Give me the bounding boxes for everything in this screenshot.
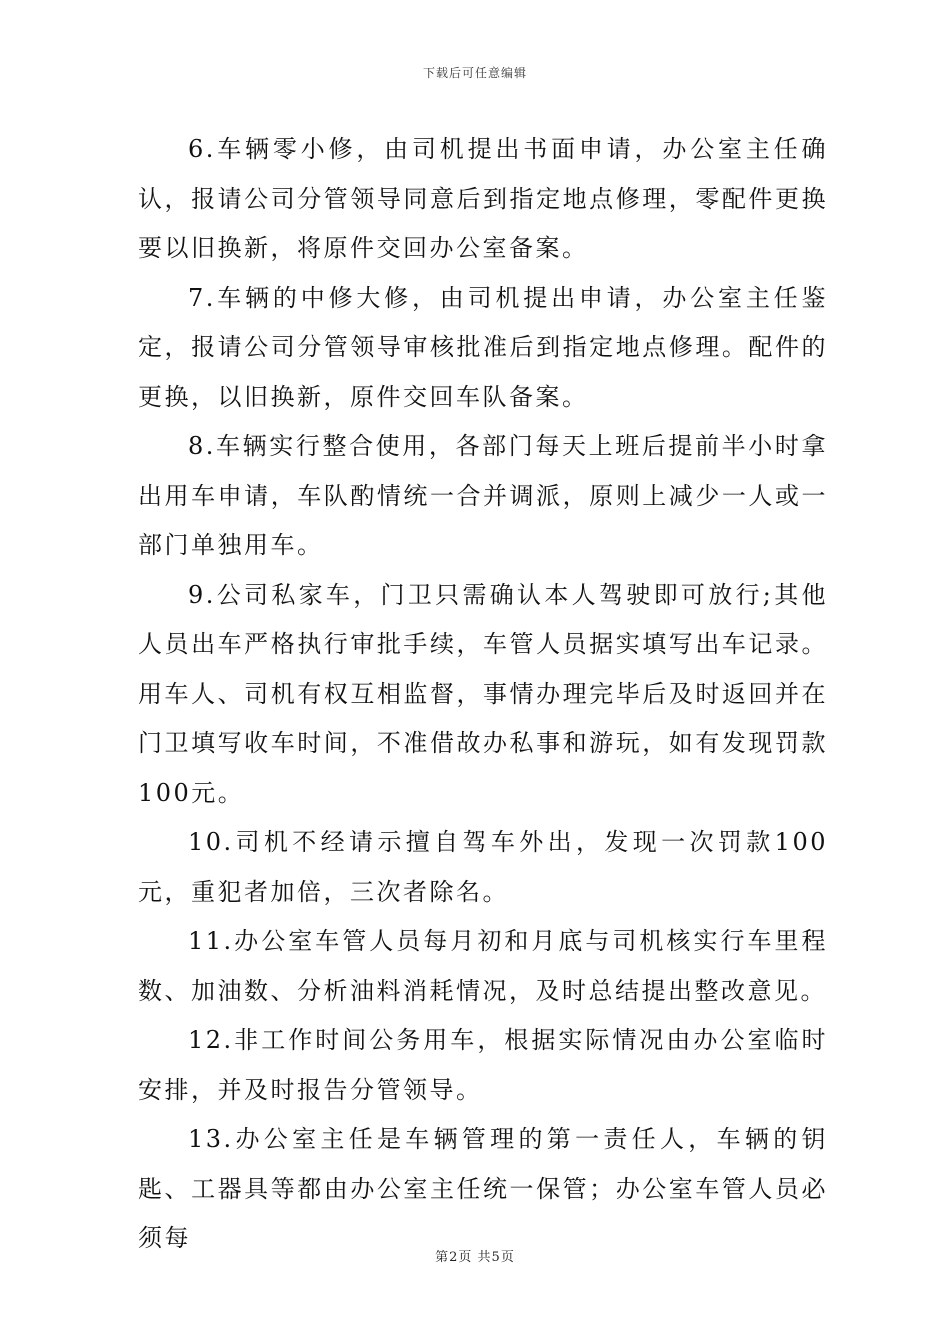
paragraph-6: 6.车辆零小修，由司机提出书面申请，办公室主任确认，报请公司分管领导同意后到指定地点修理，零配件更换要以旧换新，将原件交回办公室备案。 bbox=[138, 135, 828, 262]
paragraph-11: 11.办公室车管人员每月初和月底与司机核实行车里程数、加油数、分析油料消耗情况，及时总结提出整改意见。 bbox=[138, 927, 828, 1005]
paragraph-9: 9.公司私家车，门卫只需确认本人驾驶即可放行;其他人员出车严格执行审批手续，车管人员据实填写出车记录。用车人、司机有权互相监督，事情办理完毕后及时返回并在门卫填写收车时间，不准借故办私事和游玩，如有发现罚款100元。 bbox=[138, 580, 828, 807]
paragraph-10: 10.司机不经请示擅自驾车外出，发现一次罚款100元，重犯者加倍，三次者除名。 bbox=[138, 828, 828, 906]
page-footer: 第2页 共5页 bbox=[435, 1250, 515, 1265]
paragraph-12: 12.非工作时间公务用车，根据实际情况由办公室临时安排，并及时报告分管领导。 bbox=[138, 1026, 828, 1104]
page-header: 下载后可任意编辑 bbox=[422, 66, 527, 80]
paragraph-7: 7.车辆的中修大修，由司机提出申请，办公室主任鉴定，报请公司分管领导审核批准后到指定地点修理。配件的更换，以旧换新，原件交回车队备案。 bbox=[138, 283, 828, 411]
paragraph-13: 13.办公室主任是车辆管理的第一责任人，车辆的钥匙、工器具等都由办公室主任统一保管；办公室车管人员必须每 bbox=[138, 1125, 828, 1252]
paragraph-8: 8.车辆实行整合使用，各部门每天上班后提前半小时拿出用车申请，车队酌情统一合并调派，原则上减少一人或一部门单独用车。 bbox=[138, 432, 828, 559]
document-body bbox=[138, 125, 828, 1264]
